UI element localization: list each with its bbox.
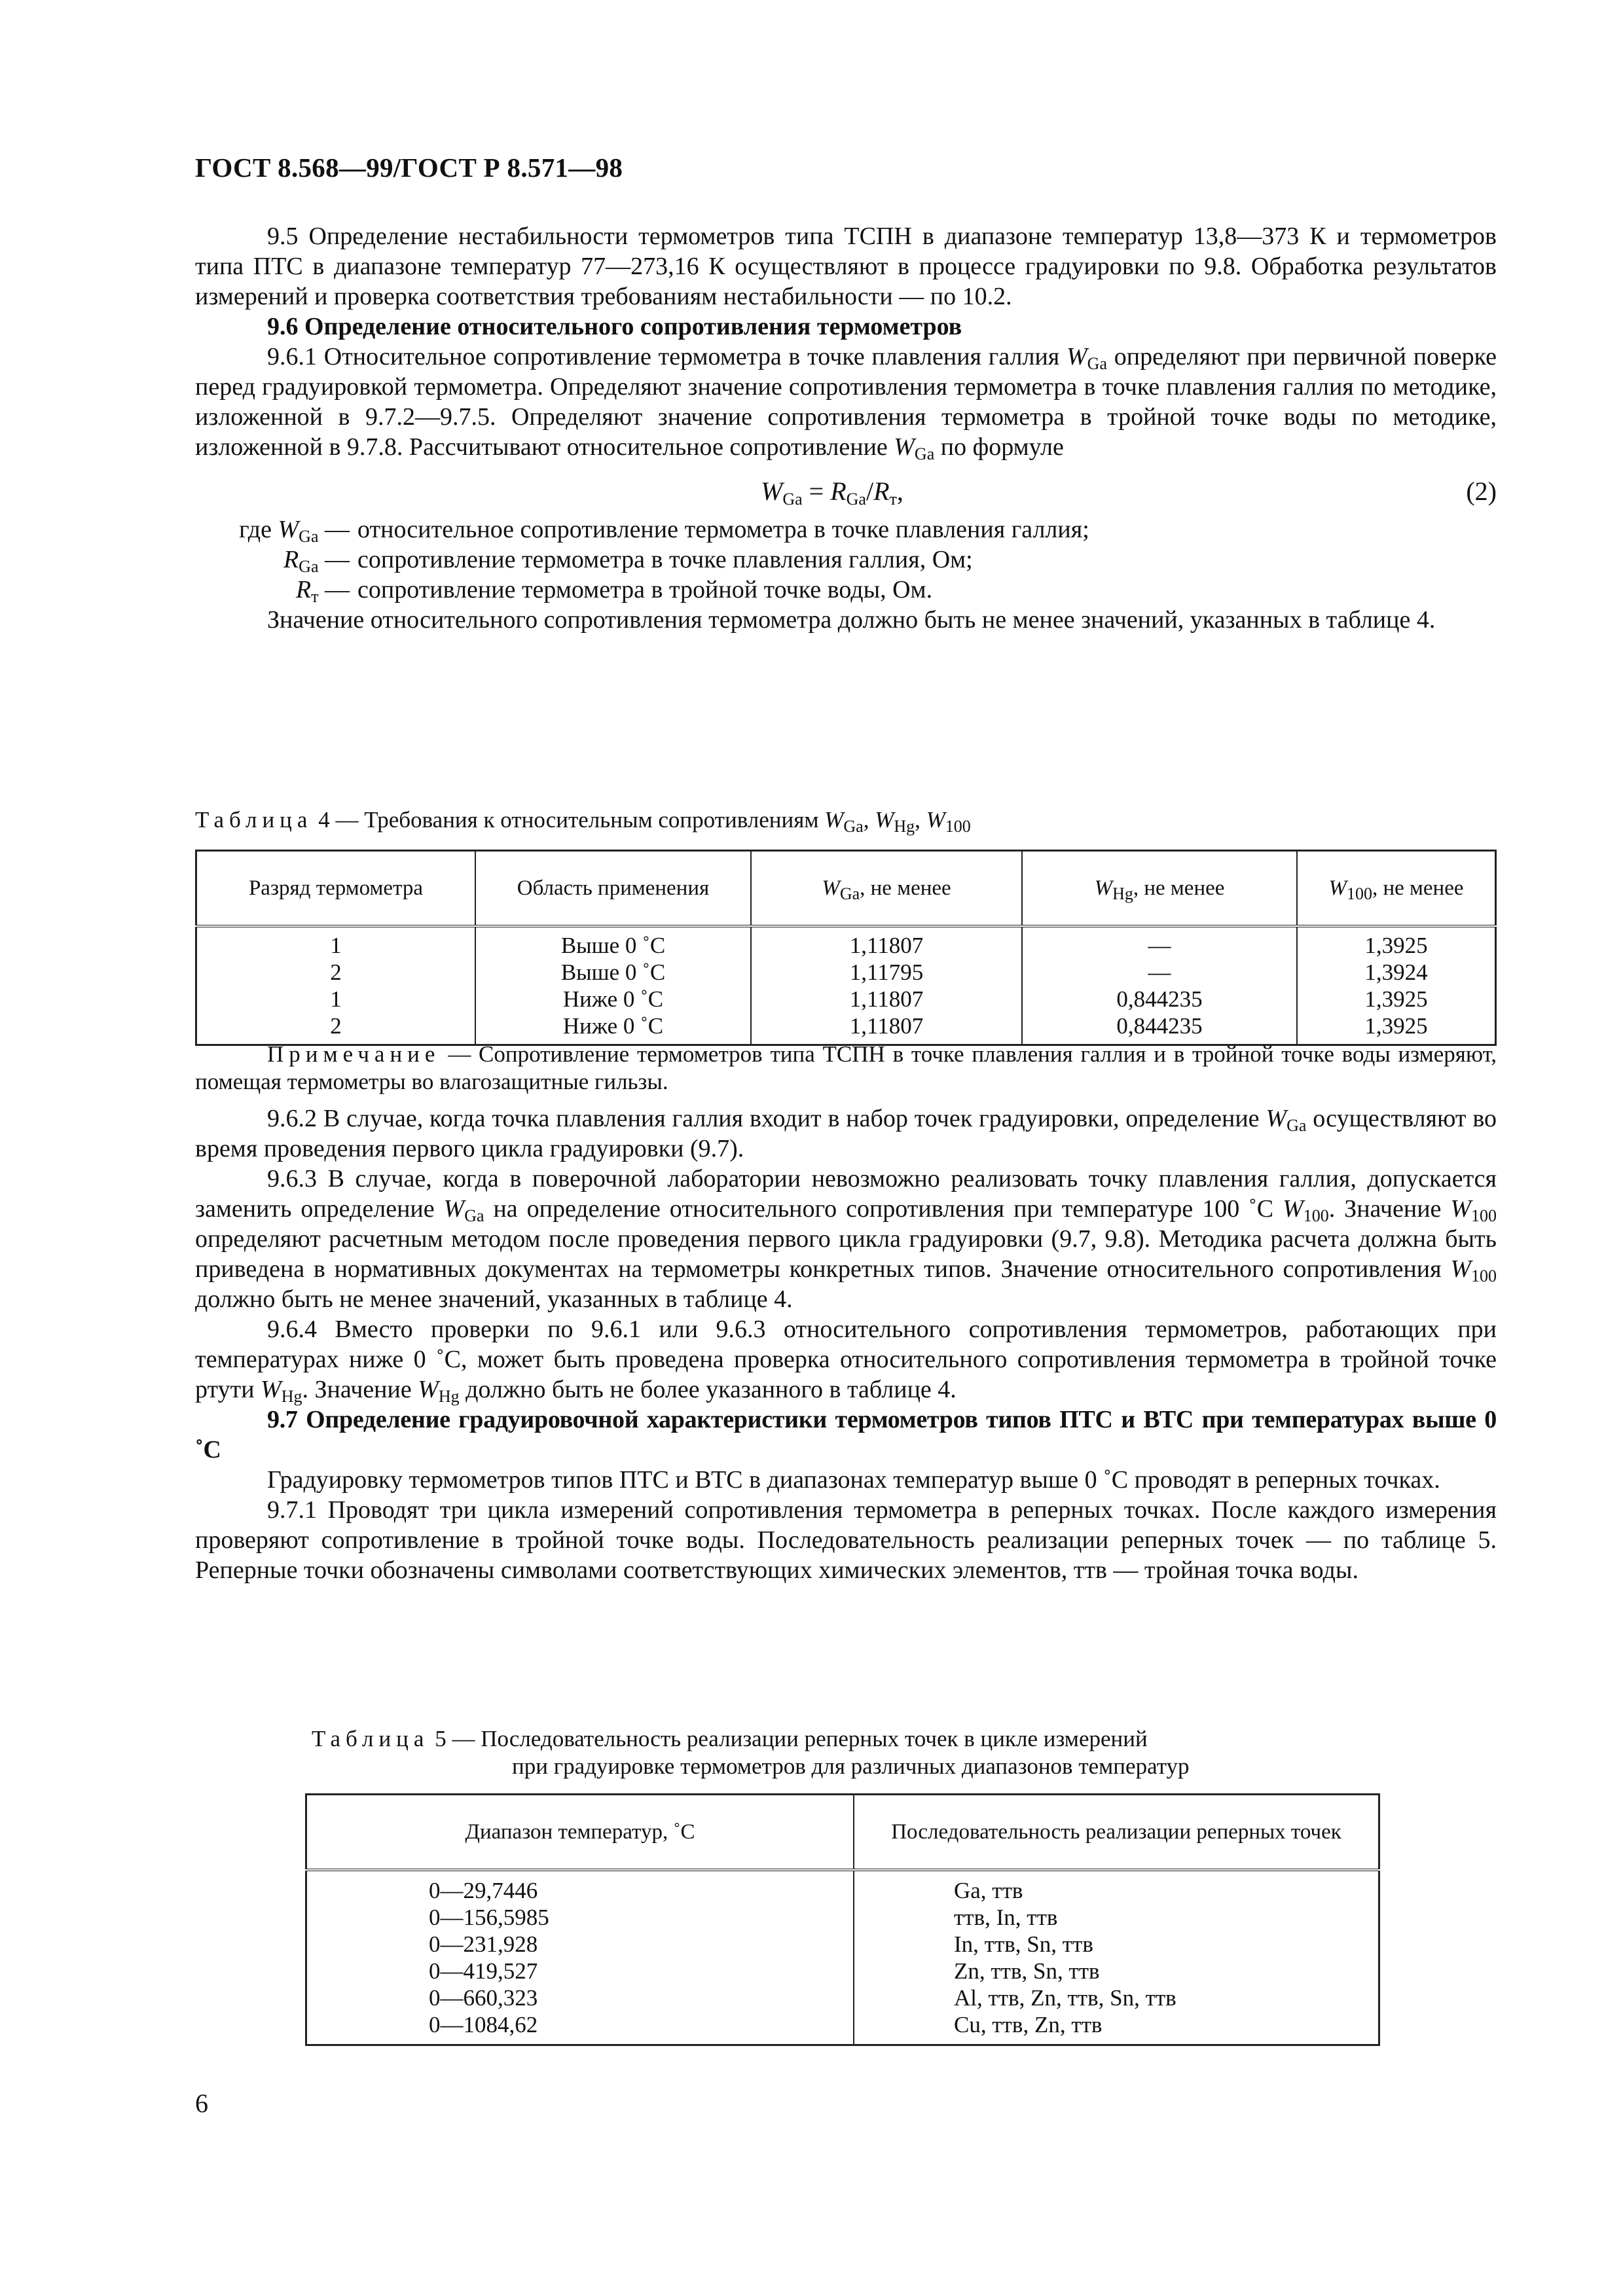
table-4-header-area: Область применения (475, 851, 751, 927)
table-4-header-rank: Разряд термометра (196, 851, 476, 927)
paragraph-after-where: Значение относительного сопротивления термометра должно быть не менее значений, указанных в таблице 4. (267, 606, 1436, 634)
table-4-header-whg: $W_{Hg}$, не менее (1022, 851, 1297, 927)
table-5-col-range: 0—29,7446 0—156,5985 0—231,928 0—419,527 0—660,323 0—1084,62 (306, 1870, 854, 2045)
table-4-col-w100: 1,3925 1,3924 1,3925 1,3925 (1297, 926, 1496, 1045)
table-5-header-sequence: Последовательность реализации реперных точек (854, 1795, 1379, 1871)
table-4 (195, 850, 1497, 1046)
paragraph-9-6-2: 9.6.2 В случае, когда точка плавления галлия входит в набор точек градуировки, определение $W_{Ga}$ осуществляют во время проведения первого цикла градуировки (9.7). (195, 1105, 1497, 1162)
table-4-header-wga: $W_{Ga}$, не менее (751, 851, 1022, 927)
table-4-header-w100: $W_{100}$, не менее (1297, 851, 1496, 927)
table-row (306, 1870, 1379, 2045)
table-5 (305, 1793, 1380, 2046)
paragraph-9-7-1: 9.7.1 Проводят три цикла измерений сопротивления термометра в реперных точках. После каждого измерения проверяют сопротивление в тройной точке воды. Последовательность реализации реперных точек — по таблице 5. Реперные точки обозначены символами соответствующих химических элементов, ттв — тройная точка воды. (195, 1496, 1497, 1584)
table-4-caption: Таблица 4 — Требования к относительным сопротивлениям $W_{Ga}$, $W_{Hg}$, $W_{100}$ (195, 807, 971, 836)
paragraph-9-5: 9.5 Определение нестабильности термометров типа ТСПН в диапазоне температур 13,8—373 К и термометров типа ПТС в диапазоне температур 77—273,16 К осуществляют в процессе градуировки по 9.8. Обработка результатов измерений и проверка соответствия требованиям нестабильности — по 10.2. (195, 223, 1497, 310)
where-row-3: $R_т$ — сопротивление термометра в тройной точке воды, Ом. (295, 576, 933, 606)
table-5-caption: Таблица 5 — Последовательность реализации реперных точек в цикле измерений при градуировке термометров для различных диапазонов температур (312, 1726, 1190, 1779)
page-number: 6 (195, 2089, 208, 2118)
table-4-col-wga: 1,11807 1,11795 1,11807 1,11807 (751, 926, 1022, 1045)
table-5-col-sequence: Ga, ттв ттв, In, ттв In, ттв, Sn, ттв Zn, ттв, Sn, ттв Al, ттв, Zn, ттв, Sn, ттв Cu, ттв, Zn, ттв (854, 1870, 1379, 2045)
formula-number: (2) (1466, 476, 1497, 506)
document-page (195, 0, 1497, 2296)
paragraph-9-7-intro: Градуировку термометров типов ПТС и ВТС в диапазонах температур выше 0 ˚С проводят в реперных точках. (267, 1466, 1440, 1494)
where-row-1: где $W_{Ga}$ — относительное сопротивление термометра в точке плавления галлия; (239, 516, 1089, 546)
document-header: ГОСТ 8.568—99/ГОСТ Р 8.571—98 (195, 152, 623, 183)
paragraph-9-6-3: 9.6.3 В случае, когда в поверочной лаборатории невозможно реализовать точку плавления галлия, допускается заменить определение $W_{Ga}$ на определение относительного сопротивления при температуре 100 ˚С $W_{100}$. Значение $W_{100}$ определяют расчетным методом после проведения первого цикла градуировки (9.7, 9.8). Методика расчета должна быть приведена в нормативных документах на термометры конкретных типов. Значение относительного сопротивления $W_{100}$ должно быть не менее значений, указанных в таблице 4. (195, 1165, 1497, 1313)
body-block-2 (195, 1041, 1497, 1585)
formula-expression: $W_{Ga} = R_{Ga}/R_т$, (761, 476, 903, 509)
table-4-col-whg: — — 0,844235 0,844235 (1022, 926, 1297, 1045)
body-block-1 (195, 221, 1497, 635)
table-row (196, 926, 1496, 1045)
table-4-col-rank: 1 2 1 2 (196, 926, 476, 1045)
heading-9-6: 9.6 Определение относительного сопротивления термометров (267, 313, 962, 340)
heading-9-7: 9.7 Определение градуировочной характеристики термометров типов ПТС и ВТС при температурах выше 0 ˚С (195, 1406, 1497, 1463)
table-5-header-range: Диапазон температур, ˚С (306, 1795, 854, 1871)
paragraph-9-6-1: 9.6.1 Относительное сопротивление термометра в точке плавления галлия $W_{Ga}$ определяют при первичной поверке перед градуировкой термометра. Определяют значение сопротивления термометра в точке плавления галлия по методике, изложенной в 9.7.2—9.7.5. Определяют значение сопротивления термометра в тройной точке воды по методике, изложенной в 9.7.8. Рассчитывают относительное сопротивление $W_{Ga}$ по формуле (195, 343, 1497, 463)
where-row-2: $R_{Ga}$ — сопротивление термометра в точке плавления галлия, Ом; (283, 546, 973, 576)
table-4-note: Примечание — Сопротивление термометров типа ТСПН в точке плавления галлия и в тройной точке воды измеряют, помещая термометры во влагозащитные гильзы. (195, 1041, 1497, 1094)
table-4-col-area: Выше 0 ˚С Выше 0 ˚С Ниже 0 ˚С Ниже 0 ˚С (475, 926, 751, 1045)
paragraph-9-6-4: 9.6.4 Вместо проверки по 9.6.1 или 9.6.3 относительного сопротивления термометров, работающих при температурах ниже 0 ˚С, может быть проведена проверка относительного сопротивления термометра в тройной точке ртути $W_{Hg}$. Значение $W_{Hg}$ должно быть не более указанного в таблице 4. (195, 1316, 1497, 1406)
formula-2 (195, 469, 1497, 514)
